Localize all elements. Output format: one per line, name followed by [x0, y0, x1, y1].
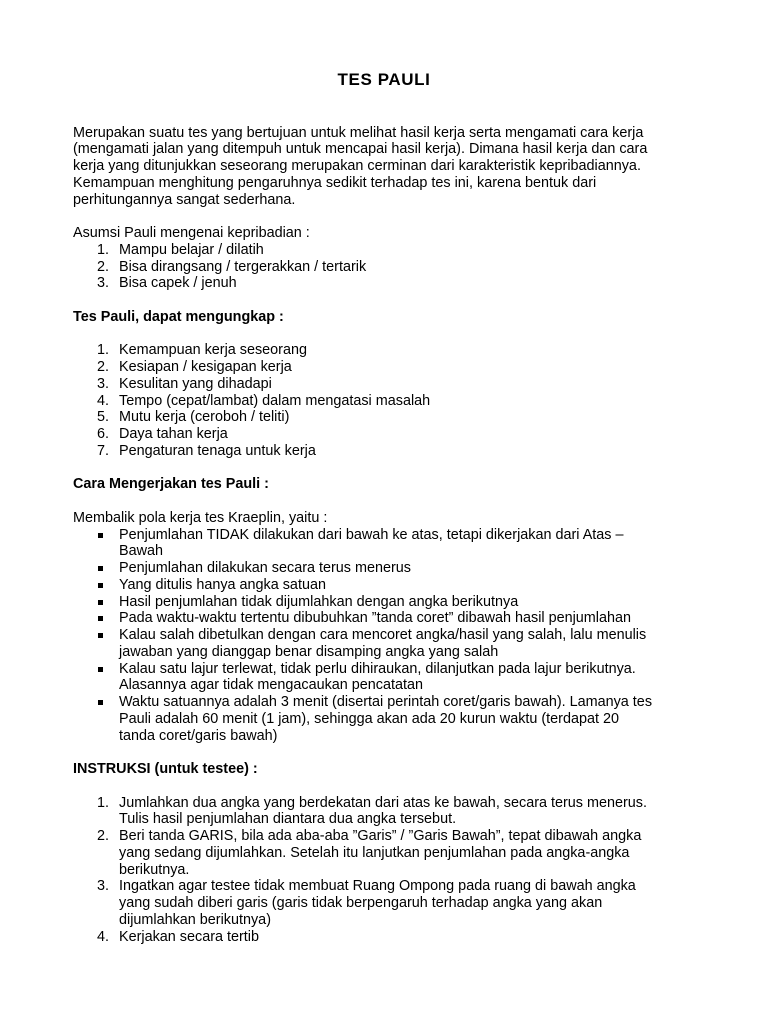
intro-line: (mengamati jalan yang ditempuh untuk mencapai hasil kerja). Dimana hasil kerja dan cara: [73, 141, 648, 158]
list-number: 3.: [97, 275, 110, 292]
list-text: yang sudah diberi garis (garis tidak berpengaruh terhadap angka yang akan: [119, 895, 603, 912]
list-number: 1.: [97, 794, 110, 811]
list-text: Tempo (cepat/lambat) dalam mengatasi masalah: [119, 392, 431, 409]
list-number: 6.: [97, 426, 110, 443]
bullet-item: [73, 560, 733, 577]
list-text: Mampu belajar / dilatih: [119, 241, 264, 258]
list-number: 3.: [97, 375, 110, 392]
list-text: Pengaturan tenaga untuk kerja: [119, 442, 316, 459]
square-bullet-icon: [98, 600, 103, 605]
list-text: Ingatkan agar testee tidak membuat Ruang Ompong pada ruang di bawah angka: [119, 878, 636, 895]
intro-line: kerja yang ditunjukkan seseorang merupakan cerminan dari karakteristik kepribadiannya.: [73, 158, 641, 175]
square-bullet-icon: [98, 633, 103, 638]
list-number: 3.: [97, 878, 110, 895]
intro-line: perhitungannya sangat sederhana.: [73, 191, 296, 208]
list-item: [73, 359, 733, 376]
list-text: berikutnya.: [119, 861, 190, 878]
square-bullet-icon: [98, 616, 103, 621]
list-text: Bisa capek / jenuh: [119, 275, 237, 292]
cara-heading: Cara Mengerjakan tes Pauli :: [73, 476, 269, 493]
square-bullet-icon: [98, 533, 103, 538]
page-title: TES PAULI: [337, 70, 431, 89]
list-item: [73, 342, 733, 359]
list-text: Kesiapan / kesigapan kerja: [119, 359, 292, 376]
list-text: Daya tahan kerja: [119, 426, 228, 443]
list-number: 2.: [97, 258, 110, 275]
bullet-text: jawaban yang dianggap benar disamping angka yang salah: [119, 643, 499, 660]
intro-line: Kemampuan menghitung pengaruhnya sedikit terhadap tes ini, karena bentuk dari: [73, 174, 597, 191]
asumsi-list: [73, 242, 733, 292]
document-body: [73, 125, 733, 946]
spacer: [73, 208, 733, 225]
spacer: [73, 778, 733, 795]
list-item: [73, 795, 733, 829]
intro-line: Merupakan suatu tes yang bertujuan untuk melihat hasil kerja serta mengamati cara kerja: [73, 124, 644, 141]
list-text: Beri tanda GARIS, bila ada aba-aba ”Garis” / ”Garis Bawah”, tepat dibawah angka: [119, 828, 642, 845]
list-item: [73, 393, 733, 410]
spacer: [73, 744, 733, 761]
list-number: 4.: [97, 928, 110, 945]
list-number: 4.: [97, 392, 110, 409]
spacer: [73, 460, 733, 477]
list-item: [73, 878, 733, 928]
cara-bullet-list: [73, 527, 733, 745]
spacer: [73, 292, 733, 309]
bullet-text: Bawah: [119, 543, 164, 560]
asumsi-heading: Asumsi Pauli mengenai kepribadian :: [73, 225, 310, 242]
list-item: [73, 426, 733, 443]
list-item: [73, 275, 733, 292]
list-item: [73, 443, 733, 460]
instruksi-heading: INSTRUKSI (untuk testee) :: [73, 761, 258, 778]
list-text: Kerjakan secara tertib: [119, 928, 259, 945]
bullet-text: Kalau satu lajur terlewat, tidak perlu dihiraukan, dilanjutkan pada lajur berikutnya.: [119, 660, 636, 677]
spacer: [73, 326, 733, 343]
list-item: [73, 828, 733, 878]
list-text: Jumlahkan dua angka yang berdekatan dari atas ke bawah, secara terus menerus.: [119, 794, 647, 811]
list-text: yang sedang dijumlahkan. Setelah itu lanjutkan penjumlahan pada angka-angka: [119, 844, 630, 861]
list-item: [73, 259, 733, 276]
square-bullet-icon: [98, 583, 103, 588]
square-bullet-icon: [98, 700, 103, 705]
list-item: [73, 376, 733, 393]
bullet-text: Kalau salah dibetulkan dengan cara mencoret angka/hasil yang salah, lalu menulis: [119, 627, 647, 644]
list-number: 1.: [97, 342, 110, 359]
list-text: Bisa dirangsang / tergerakkan / tertarik: [119, 258, 367, 275]
bullet-text: Penjumlahan dilakukan secara terus menerus: [119, 560, 411, 577]
bullet-text: Pada waktu-waktu tertentu dibubuhkan ”tanda coret” dibawah hasil penjumlahan: [119, 610, 631, 627]
bullet-item: [73, 527, 733, 561]
cara-lead: Membalik pola kerja tes Kraeplin, yaitu :: [73, 509, 328, 526]
list-text: Kesulitan yang dihadapi: [119, 375, 272, 392]
mengungkap-heading: Tes Pauli, dapat mengungkap :: [73, 308, 284, 325]
bullet-text: Waktu satuannya adalah 3 menit (disertai perintah coret/garis bawah). Lamanya tes: [119, 694, 653, 711]
bullet-text: Pauli adalah 60 menit (1 jam), sehingga akan ada 20 kurun waktu (terdapat 20: [119, 710, 619, 727]
bullet-text: Penjumlahan TIDAK dilakukan dari bawah ke atas, tetapi dikerjakan dari Atas –: [119, 526, 624, 543]
list-number: 1.: [97, 241, 110, 258]
list-item: [73, 242, 733, 259]
list-number: 5.: [97, 409, 110, 426]
instruksi-list: [73, 795, 733, 946]
intro-paragraph: [73, 125, 733, 209]
list-number: 2.: [97, 359, 110, 376]
list-number: 2.: [97, 828, 110, 845]
list-text: Mutu kerja (ceroboh / teliti): [119, 409, 290, 426]
bullet-text: Hasil penjumlahan tidak dijumlahkan dengan angka berikutnya: [119, 593, 519, 610]
square-bullet-icon: [98, 566, 103, 571]
mengungkap-list: [73, 342, 733, 459]
list-number: 7.: [97, 442, 110, 459]
list-item: [73, 929, 733, 946]
bullet-item: [73, 610, 733, 627]
bullet-item: [73, 661, 733, 695]
square-bullet-icon: [98, 667, 103, 672]
bullet-text: tanda coret/garis bawah): [119, 727, 278, 744]
bullet-item: [73, 627, 733, 661]
list-text: Kemampuan kerja seseorang: [119, 342, 307, 359]
bullet-text: Yang ditulis hanya angka satuan: [119, 576, 326, 593]
list-item: [73, 409, 733, 426]
bullet-item: [73, 594, 733, 611]
list-text: Tulis hasil penjumlahan diantara dua angka tersebut.: [119, 811, 457, 828]
bullet-item: [73, 577, 733, 594]
list-text: dijumlahkan berikutnya): [119, 911, 271, 928]
spacer: [73, 493, 733, 510]
bullet-text: Alasannya agar tidak mengacaukan pencatatan: [119, 677, 424, 694]
bullet-item: [73, 694, 733, 744]
